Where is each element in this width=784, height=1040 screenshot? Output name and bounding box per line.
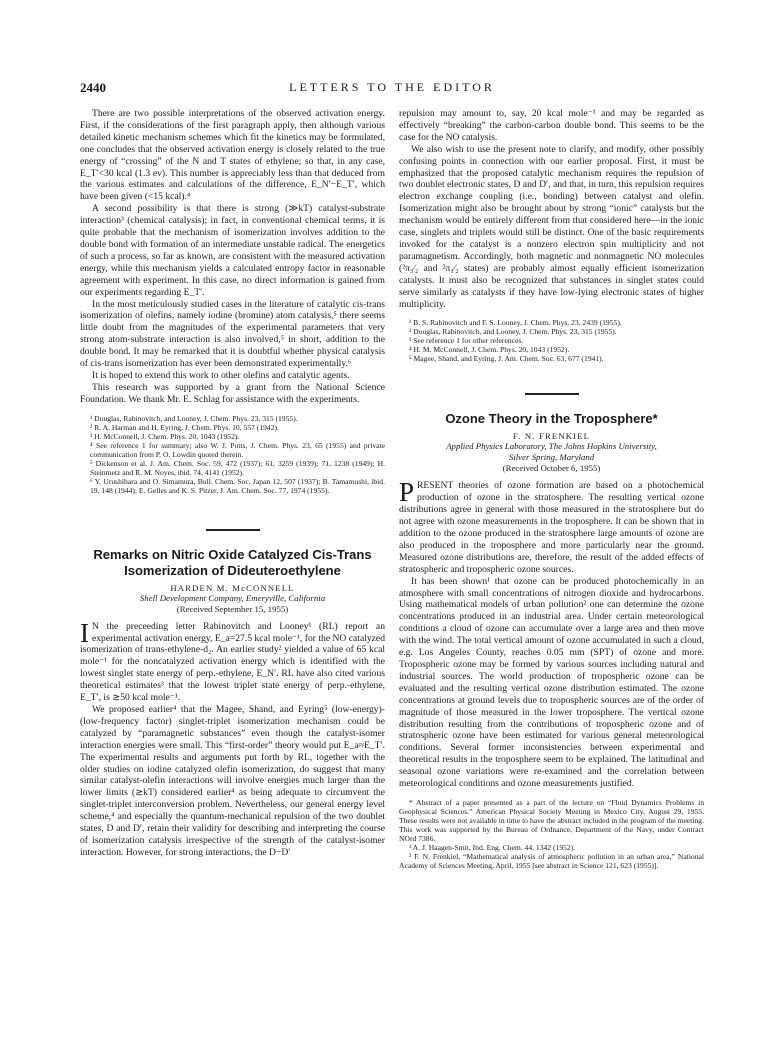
- paragraph: There are two possible interpretations of the observed activation energy. First, if the considerations of the first paragraph apply, then although various detailed kinetic mechanism schemes which fit the kinetics may be formulated, one concludes that the observed activation energy is closely related to the true energy of “crossing” of the N and T states of ethylene; so that, in any case, E_T′<30 kcal (1.3 ev). This number is appreciably less than that deduced from the various estimates and calculations of the difference, E_N′−E_T′, which have been given (<15 kcal).⁴: [80, 108, 385, 203]
- paragraph: I N the preceeding letter Rabinovitch and Looney¹ (RL) report an experimental activation energy, E_a=27.5 kcal mole⁻¹, for the NO catalyzed isomerization of trans-ethylene-d₂. An earlier study² yielded a value of 65 kcal mole⁻¹ for the noncatalyzed activation energy which is identified with the lowest singlet state energy of perp.-ethylene, E_N′. RL have also cited various theoretical estimates³ that the lowest triplet state energy of perp.-ethylene, E_T′, is ≳50 kcal mole⁻¹.: [80, 617, 385, 704]
- reference: ¹ Douglas, Rabinovitch, and Looney, J. Chem. Phys. 23, 315 (1955).: [90, 413, 298, 423]
- footnote: ² F. N. Frenkiel, “Mathematical analysis of atmospheric pollution in an urban area,” National Academy of Sciences Meeting, April, 1955 [see abstract in Science 121, 623 (1955)].: [399, 851, 704, 870]
- footnotes: [399, 798, 704, 870]
- received-date: (Received September 15, 1955): [176, 603, 289, 614]
- paragraph: In the most meticulously studied cases in the literature of catalytic cis-trans isomerization of olefins, namely iodine (bromine) atom catalysis,⁵ there seems little doubt from the magnitudes of the experimental parameters that very strong atom-substrate interaction is also involved,⁵ in short, addition to the double bond. It may be remarked that it is doubtful whether physical catalysis of cis-trans isomerization has ever been demonstrated experimentally.⁶: [80, 298, 385, 370]
- paragraph: We also wish to use the present note to clarify, and modify, other possibly confusing points in connection with our earlier proposal. First, it must be emphasized that the proposed catalytic mechanism requires the repulsion of two doublet electronic states, D and D′, and that, in turn, this repulsion requires electron exchange coupling (i.e., bonding) between catalyst and olefin. Isomerization might also be brought about by strong “ionic” catalysts but the mechanism would be entirely different from that considered here—in the ionic case, singlets and triplets would still be distinct. One of the basic requirements invoked for the catalyst is a nonzero electron spin multiplicity and not paramagnetism. Accordingly, both magnetic and nonmagnetic NO molecules (²π₃⁄₂ and ²π₁⁄₂ states) are probably almost equally efficient isomerization catalysts. It must also be recognized that substances in singlet states could serve similarly as catalysts if they have low-lying electronic states of higher multiplicity.: [399, 143, 704, 310]
- paragraph: PRESENT theories of ozone formation are based on a photochemical production of ozone in the stratosphere. The resulting vertical ozone distributions agree in general with those measured in the stratosphere but do not agree with ozone measurements in the troposphere. It can be shown that in addition to the ozone produced in the stratosphere large amounts of ozone are also produced in the troposphere and more particularly near the ground. Measured ozone distributions are, therefore, the result of the added effects of stratospheric and tropospheric ozone sources.: [399, 477, 704, 575]
- reference: ³ See reference 1 for other references.: [409, 336, 524, 346]
- page-number: 2440: [80, 80, 106, 95]
- reference: ² Douglas, Rabinovitch, and Looney, J. Chem. Phys. 23, 315 (1955).: [409, 327, 617, 337]
- reference: ⁴ See reference 1 for summary; also W. J. Potts, J. Chem. Phys. 23, 65 (1955) and private communication from P. O. Lowdin quoted therein.: [90, 440, 385, 459]
- paragraph: It is hoped to extend this work to other olefins and catalytic agents.: [92, 369, 350, 381]
- reference: ⁵ Magee, Shand, and Eyring, J. Am. Chem. Soc. 63, 677 (1941).: [409, 354, 604, 364]
- affiliation: Silver Spring, Maryland: [508, 452, 595, 463]
- drop-cap: P: [399, 477, 415, 508]
- reference: ⁴ H. M. McConnell, J. Chem. Phys. 20, 1043 (1952).: [409, 345, 570, 355]
- affiliation: Applied Physics Laboratory, The Johns Hopkins University,: [446, 441, 657, 452]
- article-title: Remarks on Nitric Oxide Catalyzed Cis-Trans Isomerization of Dideuteroethylene: [93, 546, 372, 578]
- paragraph: This research was supported by a grant from the National Science Foundation. We thank Mr. E. Schlag for assistance with the experiments.: [80, 381, 385, 405]
- footnote: * Abstract of a paper presented as a part of the lecture on “Fluid Dynamics Problems in Geophysical Sciences.” American Physical Society Meeting in Mexico City, August 29, 1955. These results were not available in time to have the abstract included in the program of the meeting. This work was supported by the Bureau of Ordnance, Department of the Navy, under Contract NOrd 7386.: [399, 797, 704, 843]
- reference: ³ H. McConnell, J. Chem. Phys. 20, 1043 (1952).: [90, 431, 240, 441]
- page-header: [80, 80, 704, 98]
- author: HARDEN M. McCONNELL: [170, 582, 295, 593]
- right-column: [399, 108, 704, 870]
- article-title: Ozone Theory in the Troposphere*: [445, 411, 658, 427]
- reference: ⁵ Dickenson et al. J. Am. Chem. Soc. 59, 472 (1937); 61, 3259 (1939); 71, 1238 (1949); H. Steinmetz and R. M. Noyes, ibid. 74, 4141 (1952).: [90, 458, 385, 477]
- paragraph: A second possibility is that there is strong (≫kT) catalyst-substrate interaction³ (chemical catalysis); in fact, in conventional chemical terms, it is quite probable that the mechanism of isomerization involves addition to the double bond with formation of an intermediate unstable radical. The energetics of such a process, so far as known, are consistent with the measured activation energy, while this mechanism yields a calculated entropy factor in reasonable agreement with experiment. In this case, no direct information is gained from our experiments regarding E_T′.: [80, 203, 385, 298]
- paragraph: It has been shown¹ that ozone can be produced photochemically in an atmosphere with small concentrations of nitrogen dioxide and hydrocarbons. Using mathematical models of urban pollution² one can determine the ozone concentrations produced in an industrial area. Under certain meteorological conditions a cloud of ozone can accumulate over a large area and then move with the wind. The total vertical amount of ozone accumulated in such a cloud, e.g. Los Angeles County, reaches 0.05 mm (SPT) of ozone and more. Tropospheric ozone may be formed by various sources including natural and industrial sources. The world production of tropospheric ozone can be evaluated and the resulting vertical ozone distribution estimated. The ozone concentrations at ground levels due to tropospheric sources are of the order of magnitude of those measured in the lower troposphere. The vertical ozone distribution resulting from the contributions of tropospheric ozone and of stratospheric ozone have been estimated for various general meteorological conditions. Several former inconsistencies between experimental and theoretical results in the troposphere seem to be explained. The latitudinal and seasonal ozone variations were re-examined and the correlation between meteorological conditions and ozone measurements justified.: [399, 575, 704, 790]
- running-title: LETTERS TO THE EDITOR: [289, 80, 495, 94]
- references-list: [399, 318, 704, 363]
- drop-cap: I: [80, 617, 89, 648]
- received-date: (Received October 6, 1955): [502, 463, 601, 474]
- affiliation: Shell Development Company, Emeryville, California: [139, 592, 326, 603]
- reference: ² R. A. Harman and H. Eyring, J. Chem. Phys. 10, 557 (1942).: [90, 422, 279, 432]
- paragraph: We proposed earlier⁴ that the Magee, Shand, and Eyring⁵ (low-energy)-(low-frequency factor) singlet-triplet isomerization mechanism could be catalyzed by “paramagnetic substances” even though the catalyst-isomer interaction energies were small. This “first-order” theory would put E_a≈E_T′. The experimental results and arguments put forth by RL, together with the older studies on iodine catalyzed olefin isomerization, do suggest that many similar catalyst-olefin interactions will involve energies much larger than the lower limits (≳kT) considered earlier⁴ as being adequate to circumvent the singlet-triplet interconversion problem. Nevertheless, our general energy level scheme,⁴ and especially the quantum-mechanical repulsion of the two doublet states, D and D′, retain their validity for describing and interpreting the course of isomerization catalysis irrespective of the strength of the catalyst-isomer interaction. However, for strong interactions, the D−D′: [80, 704, 385, 858]
- paragraph: repulsion may amount to, say, 20 kcal mole⁻¹ and may be regarded as effectively “breaking” the carbon-carbon double bond. This seems to be the case for the NO catalysis.: [399, 108, 704, 143]
- reference: ⁶ Y. Urushibara and O. Simamura, Bull. Chem. Soc. Japan 12, 507 (1937); B. Tamamushi, ibid. 19, 148 (1944); E. Gelles and K. S. Pitzer, J. Am. Chem. Soc. 77, 1974 (1955).: [90, 476, 385, 495]
- reference: ¹ B. S. Rabinovitch and F. S. Looney, J. Chem. Phys. 23, 2439 (1955).: [409, 318, 622, 328]
- author: F. N. FRENKIEL: [512, 431, 591, 442]
- left-column: [80, 108, 385, 859]
- references-list: [80, 414, 385, 495]
- footnote: ¹ A. J. Haagen-Smit, Ind. Eng. Chem. 44, 1342 (1952).: [409, 842, 576, 852]
